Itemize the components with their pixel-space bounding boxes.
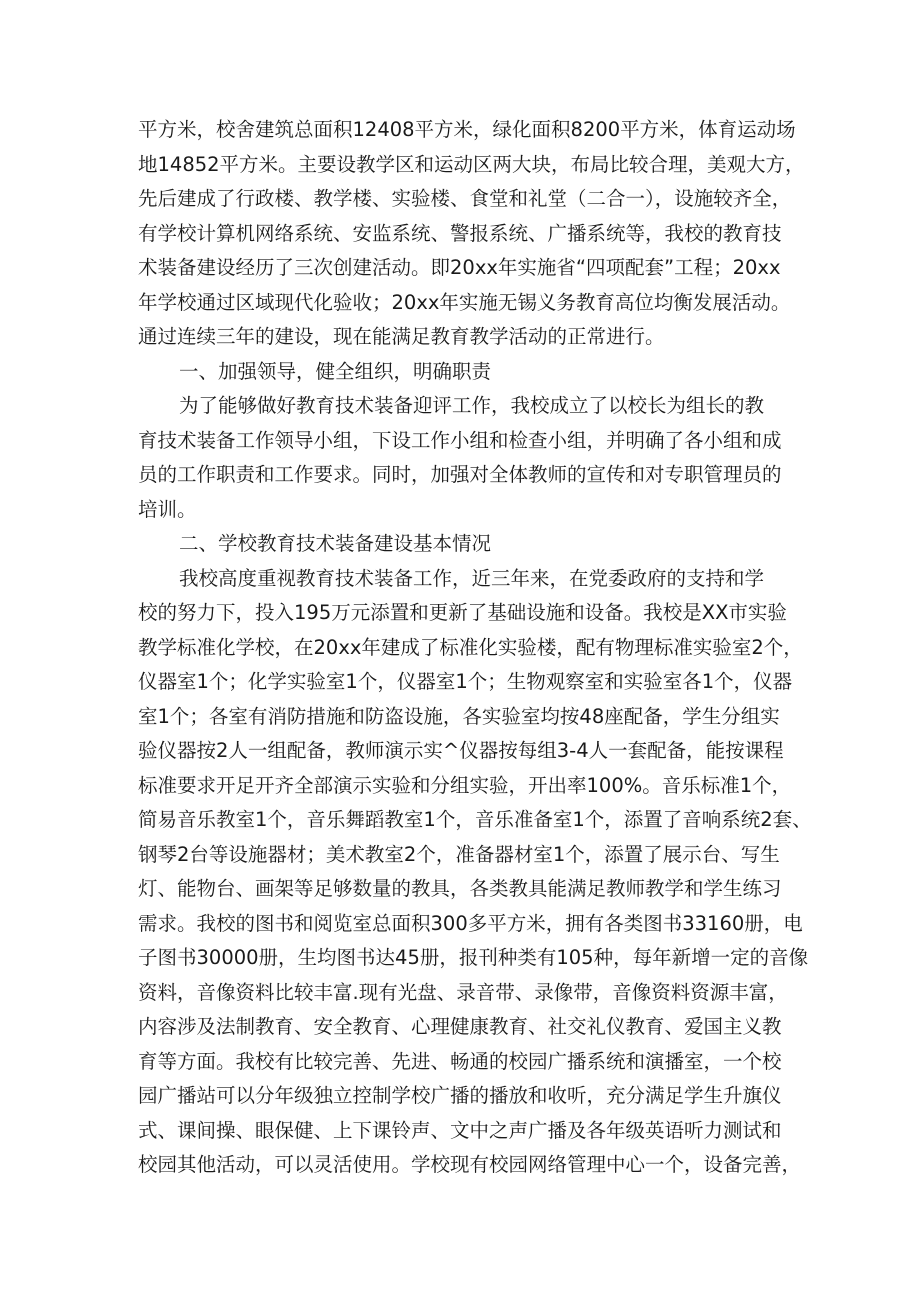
text-line: 术装备建设经历了三次创建活动。即20xx年实施省“四项配套”工程；20xx [138,256,781,279]
text-line: 平方米，校舍建筑总面积12408平方米，绿化面积8200平方米，体育运动场 [138,118,796,141]
text-line: 年学校通过区域现代化验收；20xx年实施无锡义务教育高位均衡发展活动。 [138,290,791,314]
section-heading-1: 一、加强领导，健全组织，明确职责 [179,359,492,383]
text-line: 培训。 [138,497,197,521]
text-line: 仪器室1个；化学实验室1个，仪器室1个；生物观察室和实验室各1个，仪器 [138,670,793,693]
text-line: 通过连续三年的建设，现在能满足教育教学活动的正常进行。 [138,325,665,348]
text-line: 需求。我校的图书和阅览室总面积300多平方米，拥有各类图书33160册，电 [138,911,803,935]
text-line: 灯、能物台、画架等足够数量的教具，各类教具能满足教师教学和学生练习 [138,877,782,900]
text-line: 标准要求开足开齐全部演示实验和分组实验，开出率100%。音乐标准1个， [138,773,792,797]
text-line: 验仪器按2人一组配备，教师演示实^仪器按每组3-4人一套配备，能按课程 [138,739,784,762]
text-line: 简易音乐教室1个，音乐舞蹈教室1个，音乐准备室1个，添置了音响系统2套、 [138,808,812,831]
text-line: 育等方面。我校有比较完善、先进、畅通的校园广播系统和演播室，一个校 [138,1049,782,1073]
text-line: 子图书30000册，生均图书达45册，报刊种类有105种，每年新增一定的音像 [138,946,809,969]
document-body [138,113,812,1183]
text-line: 先后建成了行政楼、教学楼、实验楼、食堂和礼堂（二合一），设施较齐全， [138,187,792,210]
text-line: 员的工作职责和工作要求。同时，加强对全体教师的宣传和对专职管理员的 [138,463,782,486]
text-line: 我校高度重视教育技术装备工作，近三年来，在党委政府的支持和学 [179,566,765,590]
text-line: 教学标准化学校，在20xx年建成了标准化实验楼，配有物理标准实验室2个， [138,635,803,659]
text-line: 园广播站可以分年级独立控制学校广播的播放和收听，充分满足学生升旗仪 [138,1084,782,1107]
text-line: 式、课间操、眼保健、上下课铃声、文中之声广播及各年级英语听力测试和 [138,1118,782,1142]
text-line: 校的努力下，投入195万元添置和更新了基础设施和设备。我校是XX市实验 [138,601,787,624]
text-line: 资料，音像资料比较丰富.现有光盘、录音带、录像带，音像资料资源丰富， [138,980,788,1004]
text-line: 为了能够做好教育技术装备迎评工作，我校成立了以校长为组长的教 [179,394,765,417]
text-line: 地14852平方米。主要设教学区和运动区两大块，布局比较合理，美观大方， [138,152,805,176]
section-heading-2: 二、学校教育技术装备建设基本情况 [179,532,492,555]
text-line: 有学校计算机网络系统、安监系统、警报系统、广播系统等，我校的教育技 [138,221,782,245]
text-line: 内容涉及法制教育、安全教育、心理健康教育、社交礼仪教育、爱国主义教 [138,1015,782,1038]
text-line: 校园其他活动，可以灵活使用。学校现有校园网络管理中心一个，设备完善， [138,1153,802,1176]
text-line: 室1个；各室有消防措施和防盗设施，各实验室均按48座配备，学生分组实 [138,704,780,728]
text-line: 育技术装备工作领导小组，下设工作小组和检查小组，并明确了各小组和成 [138,428,782,452]
text-line: 钢琴2台等设施器材；美术教室2个，准备器材室1个，添置了展示台、写生 [138,842,780,866]
